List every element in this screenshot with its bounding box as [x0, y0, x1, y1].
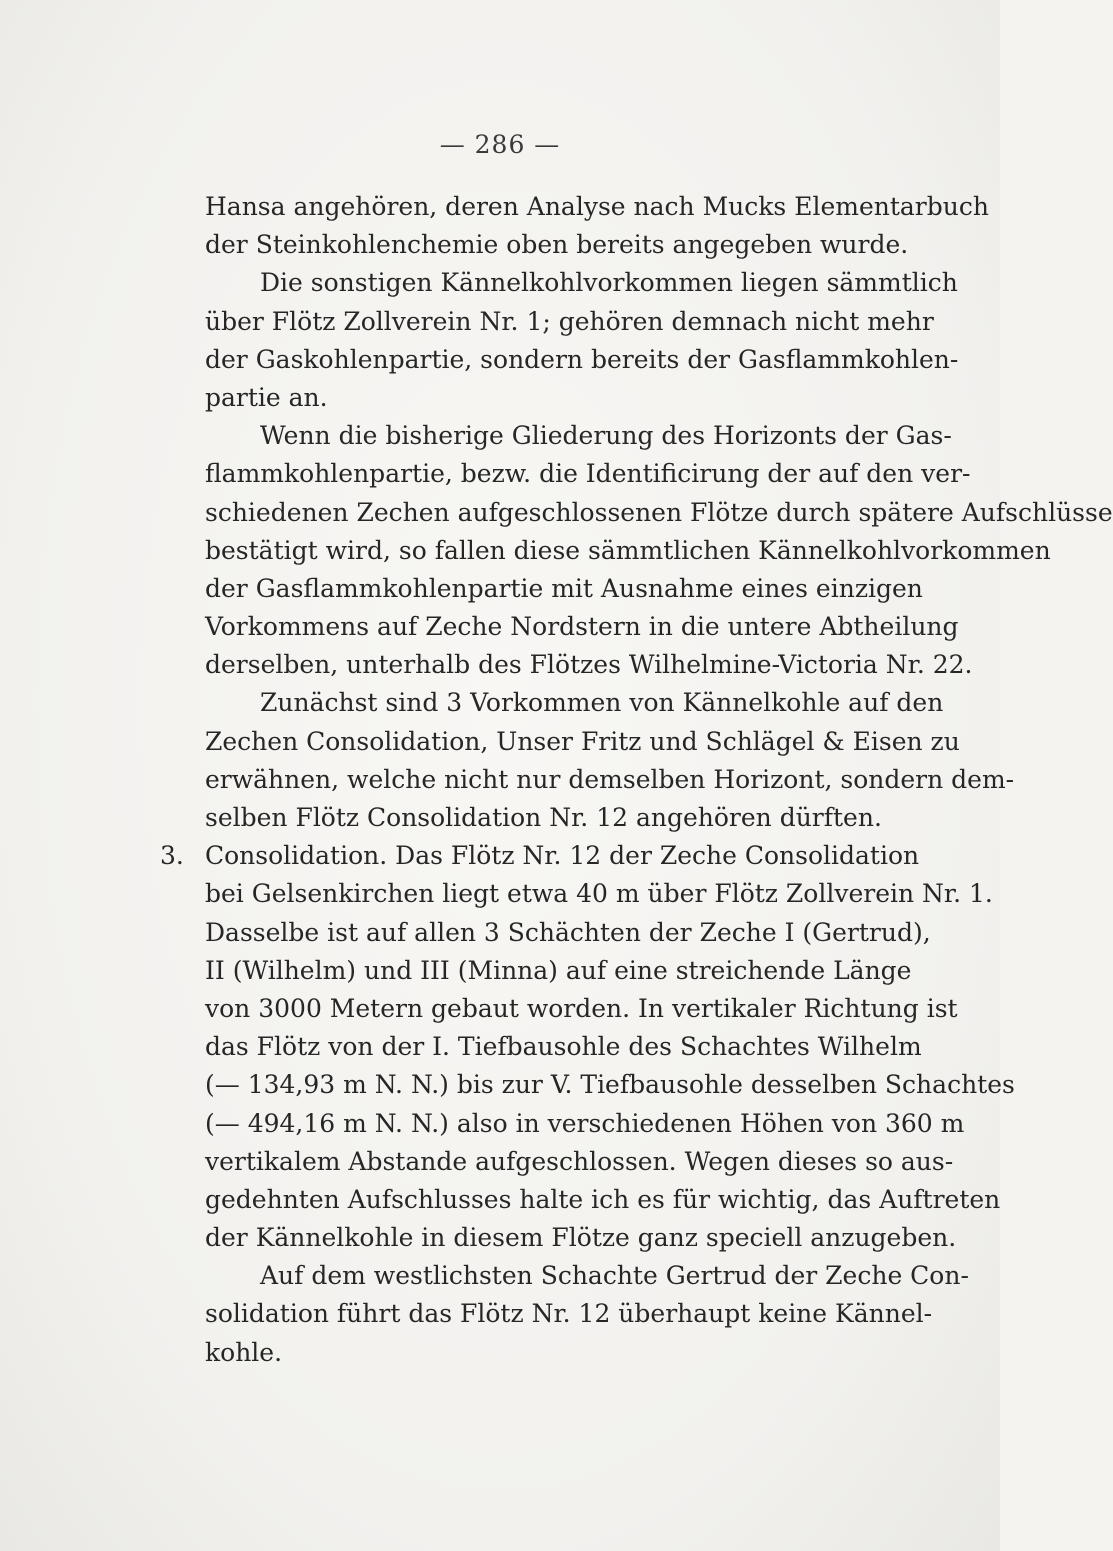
- text-line: [205, 417, 952, 455]
- line-text: der Steinkohlenchemie oben bereits angegeben wurde.: [205, 230, 909, 260]
- text-line: [205, 646, 973, 684]
- list-item-number: 3.: [160, 841, 184, 871]
- line-text: gedehnten Aufschlusses halte ich es für wichtig, das Auftreten: [205, 1184, 1001, 1214]
- line-text: derselben, unterhalb des Flötzes Wilhelmine-Victoria Nr. 22.: [205, 650, 973, 680]
- text-line: [205, 303, 934, 341]
- text-line: [205, 799, 882, 837]
- line-text: erwähnen, welche nicht nur demselben Horizont, sondern dem-: [205, 764, 1015, 794]
- text-line: [205, 1295, 933, 1333]
- line-text: Consolidation. Das Flötz Nr. 12 der Zeche Consolidation: [205, 841, 920, 871]
- body-text: [160, 188, 1113, 1372]
- line-text: schiedenen Zechen aufgeschlossenen Flötze durch spätere Aufschlüsse: [205, 497, 1113, 527]
- page-number: — 286 —: [439, 130, 561, 159]
- line-text: Zunächst sind 3 Vorkommen von Kännelkohle auf den: [260, 688, 944, 718]
- text-line: [205, 761, 1015, 799]
- line-text: kohle.: [205, 1337, 283, 1367]
- line-text: Dasselbe ist auf allen 3 Schächten der Zeche I (Gertrud),: [205, 917, 931, 947]
- text-line: [160, 837, 920, 875]
- line-text: Vorkommens auf Zeche Nordstern in die untere Abtheilung: [205, 612, 959, 642]
- line-text: (— 134,93 m N. N.) bis zur V. Tiefbausohle desselben Schachtes: [205, 1070, 1015, 1100]
- line-text: über Flötz Zollverein Nr. 1; gehören demnach nicht mehr: [205, 306, 934, 336]
- text-line: [205, 264, 958, 302]
- line-text: der Gaskohlenpartie, sondern bereits der Gasflammkohlen-: [205, 344, 959, 374]
- text-line: [205, 455, 971, 493]
- text-line: [205, 875, 993, 913]
- text-line: [205, 379, 875, 417]
- text-line: [205, 723, 960, 761]
- text-line: [205, 570, 923, 608]
- line-text: solidation führt das Flötz Nr. 12 überhaupt keine Kännel-: [205, 1299, 933, 1329]
- line-text: Die sonstigen Kännelkohlvorkommen liegen sämmtlich: [260, 268, 958, 298]
- line-text: II (Wilhelm) und III (Minna) auf eine streichende Länge: [205, 955, 912, 985]
- text-line: [205, 608, 959, 646]
- text-line: [205, 1181, 1001, 1219]
- line-text: Wenn die bisherige Gliederung des Horizonts der Gas-: [260, 421, 952, 451]
- line-text: (— 494,16 m N. N.) also in verschiedenen Höhen von 360 m: [205, 1108, 965, 1138]
- line-text: Hansa angehören, deren Analyse nach Mucks Elementarbuch: [205, 192, 989, 221]
- text-line: [205, 914, 931, 952]
- line-text: bei Gelsenkirchen liegt etwa 40 m über Flötz Zollverein Nr. 1.: [205, 879, 993, 909]
- line-text: partie an.: [205, 382, 328, 412]
- line-text: vertikalem Abstande aufgeschlossen. Wegen dieses so aus-: [205, 1146, 954, 1176]
- line-text: bestätigt wird, so fallen diese sämmtlichen Kännelkohlvorkommen: [205, 535, 1051, 565]
- text-line: [205, 684, 944, 722]
- text-line: [205, 1066, 1015, 1104]
- text-line: [205, 1105, 965, 1143]
- line-text: Auf dem westlichsten Schachte Gertrud der Zeche Con-: [260, 1261, 969, 1291]
- line-text: von 3000 Metern gebaut worden. In vertikaler Richtung ist: [205, 993, 958, 1023]
- text-line: [205, 226, 909, 264]
- text-line: [205, 188, 989, 226]
- line-text: flammkohlenpartie, bezw. die Identificirung der auf den ver-: [205, 459, 971, 489]
- text-line: [205, 990, 958, 1028]
- text-line: [205, 1257, 969, 1295]
- line-text: Zechen Consolidation, Unser Fritz und Schlägel & Eisen zu: [205, 726, 960, 756]
- text-line: [205, 952, 912, 990]
- line-text: der Kännelkohle in diesem Flötze ganz speciell anzugeben.: [205, 1223, 957, 1253]
- text-line: [205, 532, 1051, 570]
- text-line: [205, 1219, 957, 1257]
- text-line: [205, 1143, 954, 1181]
- text-line: [205, 494, 1113, 532]
- text-line: [205, 1028, 922, 1066]
- text-line: [205, 341, 959, 379]
- line-text: der Gasflammkohlenpartie mit Ausnahme eines einzigen: [205, 573, 923, 603]
- line-text: das Flötz von der I. Tiefbausohle des Schachtes Wilhelm: [205, 1032, 922, 1062]
- text-line: [205, 1334, 875, 1372]
- line-text: selben Flötz Consolidation Nr. 12 angehören dürften.: [205, 803, 882, 832]
